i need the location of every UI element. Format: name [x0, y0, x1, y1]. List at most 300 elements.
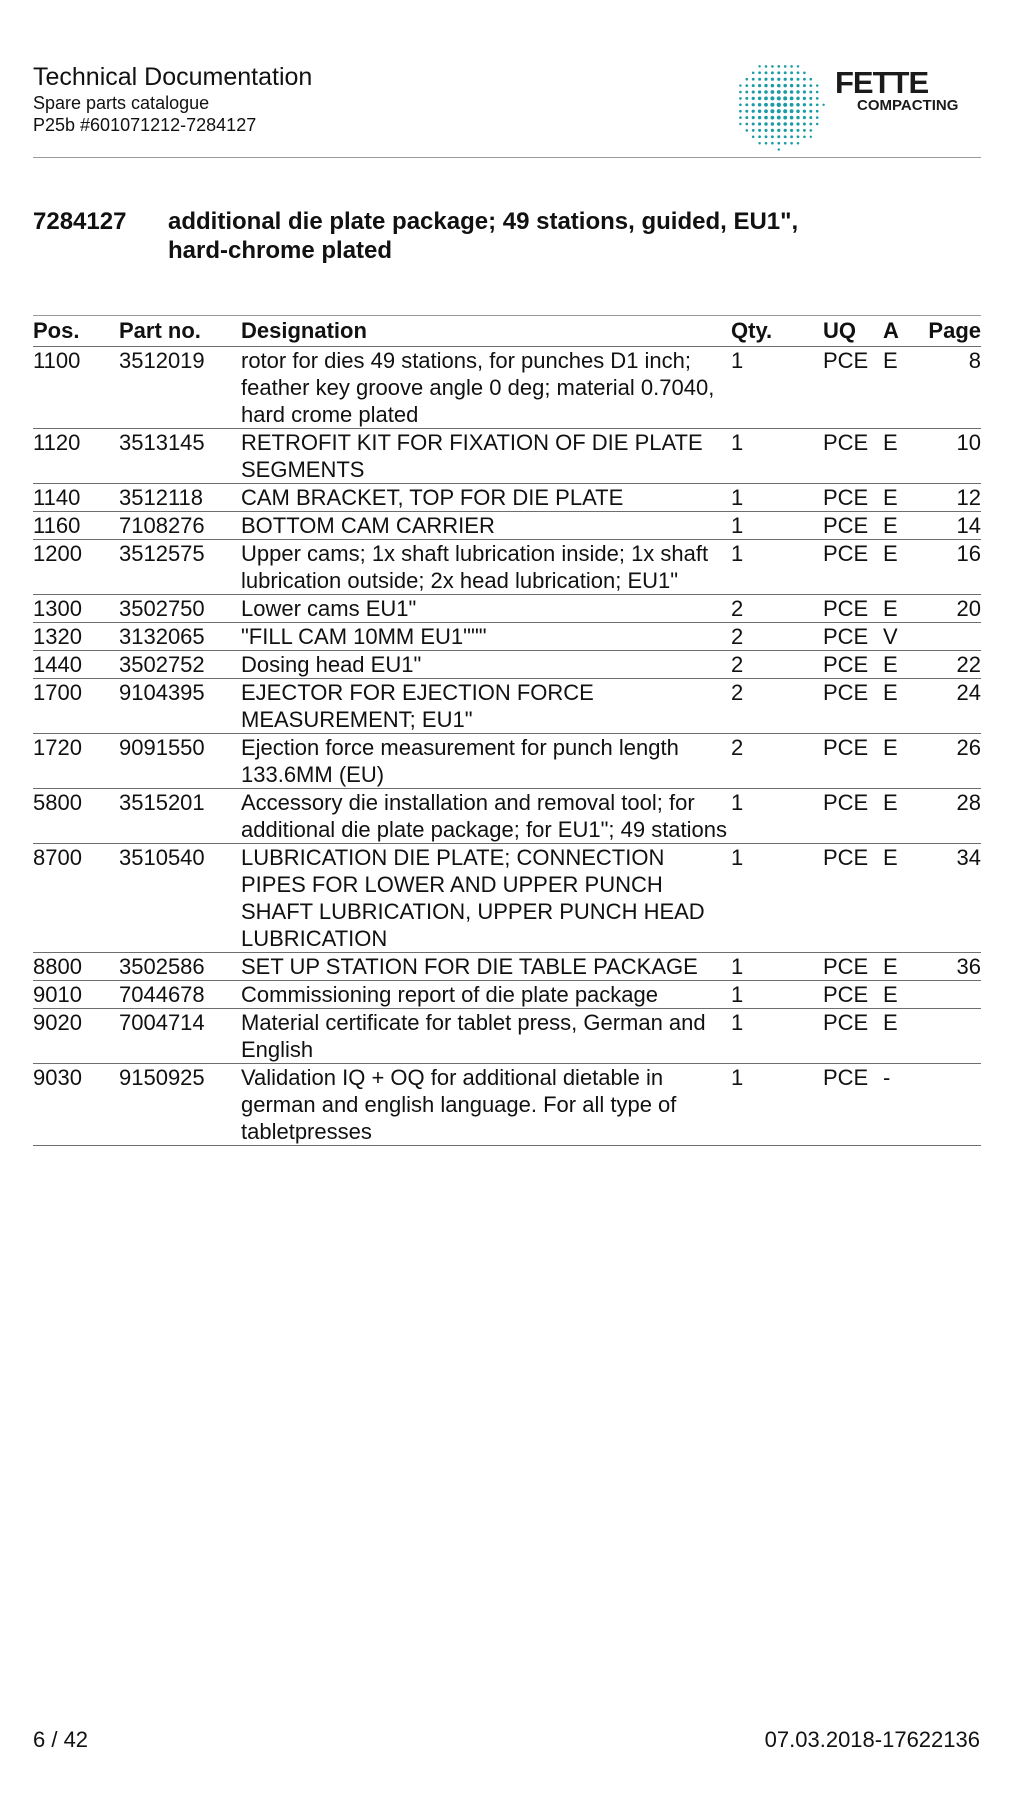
logo-dot [752, 78, 755, 81]
logo-dot [783, 122, 787, 126]
logo-dot [797, 65, 799, 67]
table-row [33, 651, 981, 679]
logo-dot [790, 78, 793, 81]
logo-dot [771, 135, 774, 138]
cell-designation: Dosing head EU1" [241, 651, 731, 679]
logo-dot [758, 90, 761, 93]
cell-qty: 1 [731, 347, 823, 429]
logo-dot [784, 135, 787, 138]
cell-a: E [883, 429, 921, 484]
logo-dot [764, 109, 768, 113]
cell-designation: RETROFIT KIT FOR FIXATION OF DIE PLATE SEGMENTS [241, 429, 731, 484]
logo-dot [790, 90, 794, 94]
logo-dot [739, 84, 741, 86]
logo-dot [809, 91, 812, 94]
cell-pos: 1720 [33, 734, 119, 789]
cell-part-no: 3512118 [119, 484, 241, 512]
logo-dot [803, 123, 806, 126]
cell-uq: PCE [823, 651, 883, 679]
cell-page: 24 [921, 679, 981, 734]
logo-dot [784, 129, 787, 132]
logo-dot [777, 90, 781, 94]
col-header-uq: UQ [823, 316, 883, 347]
cell-qty: 1 [731, 953, 823, 981]
logo-dot [810, 78, 813, 81]
logo-dot [816, 123, 819, 126]
logo-dot [739, 91, 742, 94]
cell-designation: Lower cams EU1" [241, 595, 731, 623]
logo-dot [771, 122, 775, 126]
logo-dot [797, 142, 800, 145]
cell-designation: Commissioning report of die plate package [241, 981, 731, 1009]
dotted-globe-icon [731, 57, 827, 153]
logo-dot [783, 109, 787, 113]
cell-uq: PCE [823, 347, 883, 429]
cell-qty: 2 [731, 595, 823, 623]
table-row [33, 953, 981, 981]
logo-dot [758, 78, 761, 81]
logo-dot [783, 90, 787, 94]
logo-dot [797, 135, 800, 138]
cell-qty: 2 [731, 623, 823, 651]
table-header-row [33, 316, 981, 347]
logo-dot [771, 142, 774, 145]
logo-dot [803, 116, 806, 119]
logo-dot [739, 116, 742, 119]
cell-pos: 9030 [33, 1064, 119, 1146]
logo-dot [764, 129, 767, 132]
cell-designation: EJECTOR FOR EJECTION FORCE MEASUREMENT; EU1" [241, 679, 731, 734]
cell-pos: 1200 [33, 540, 119, 595]
logo-dot [777, 142, 780, 145]
logo-dot [758, 122, 761, 125]
cell-qty: 2 [731, 734, 823, 789]
logo-dot [758, 65, 760, 67]
cell-uq: PCE [823, 844, 883, 953]
cell-qty: 1 [731, 484, 823, 512]
col-header-qty: Qty. [731, 316, 823, 347]
cell-page: 16 [921, 540, 981, 595]
logo-dot [797, 78, 800, 81]
logo-dot [771, 116, 775, 120]
cell-part-no: 7044678 [119, 981, 241, 1009]
logo-dot [796, 90, 799, 93]
cell-designation: Accessory die installation and removal tool; for additional die plate package; for EU1"; 49 stations [241, 789, 731, 844]
cell-part-no: 9104395 [119, 679, 241, 734]
logo-dot [746, 129, 749, 132]
header-reference: P25b #601071212-7284127 [33, 115, 257, 135]
cell-part-no: 3515201 [119, 789, 241, 844]
cell-pos: 8700 [33, 844, 119, 953]
logo-dot [784, 142, 787, 145]
col-header-part-no: Part no. [119, 316, 241, 347]
cell-part-no: 9150925 [119, 1064, 241, 1146]
logo-dot [809, 97, 812, 100]
cell-qty: 1 [731, 981, 823, 1009]
logo-dot [790, 97, 794, 101]
logo-dot [803, 136, 806, 139]
cell-a: E [883, 789, 921, 844]
table-row [33, 429, 981, 484]
cell-part-no: 9091550 [119, 734, 241, 789]
logo-dot [745, 84, 748, 87]
col-header-pos: Pos. [33, 316, 119, 347]
cell-a: E [883, 347, 921, 429]
logo-dot [770, 96, 774, 100]
cell-pos: 1440 [33, 651, 119, 679]
table-row [33, 844, 981, 953]
cell-page: 22 [921, 651, 981, 679]
cell-pos: 9010 [33, 981, 119, 1009]
table-row [33, 789, 981, 844]
logo-dot [783, 96, 787, 100]
logo-dot [745, 103, 748, 106]
cell-part-no: 3513145 [119, 429, 241, 484]
cell-part-no: 3510540 [119, 844, 241, 953]
logo-dot [777, 71, 780, 74]
logo-dot [758, 135, 761, 138]
table-row [33, 1009, 981, 1064]
logo-dot [803, 90, 806, 93]
cell-qty: 1 [731, 1009, 823, 1064]
logo-dot [758, 84, 761, 87]
logo-dot [777, 129, 780, 132]
logo-dot [796, 103, 800, 107]
logo-dot [778, 148, 780, 150]
logo-dot [783, 103, 787, 107]
cell-uq: PCE [823, 981, 883, 1009]
logo-dot [758, 142, 760, 144]
cell-page: 14 [921, 512, 981, 540]
logo-dot [758, 103, 762, 107]
logo-dot [796, 84, 799, 87]
logo-dot [771, 90, 775, 94]
document-title-line1: additional die plate package; 49 stations, guided, EU1", [168, 208, 799, 235]
cell-designation: Upper cams; 1x shaft lubrication inside; 1x shaft lubrication outside; 2x head lubrication; EU1" [241, 540, 731, 595]
cell-pos: 5800 [33, 789, 119, 844]
cell-a: E [883, 651, 921, 679]
logo-dot [777, 78, 780, 81]
logo-dot [752, 72, 755, 75]
logo-dot [796, 116, 799, 119]
logo-dot [796, 97, 800, 101]
logo-dot [803, 84, 806, 87]
logo-dot [752, 129, 755, 132]
cell-page [921, 1064, 981, 1146]
logo-dot [816, 91, 819, 94]
logo-dot [790, 103, 794, 107]
logo-dot [783, 116, 787, 120]
logo-dot [752, 84, 755, 87]
cell-designation: Material certificate for tablet press, German and English [241, 1009, 731, 1064]
logo-dot [752, 97, 755, 100]
cell-designation: rotor for dies 49 stations, for punches D1 inch; feather key groove angle 0 deg; material 0.7040, hard crome plated [241, 347, 731, 429]
cell-page: 36 [921, 953, 981, 981]
logo-dot [803, 103, 806, 106]
logo-dot [803, 129, 806, 132]
table-row [33, 1064, 981, 1146]
table-row [33, 734, 981, 789]
cell-page: 34 [921, 844, 981, 953]
table-row [33, 347, 981, 429]
logo-dot [816, 97, 819, 100]
logo-dot [809, 103, 812, 106]
cell-page: 28 [921, 789, 981, 844]
logo-dot [803, 78, 806, 81]
logo-dot [816, 116, 819, 119]
logo-dot [739, 97, 742, 100]
logo-dot [764, 122, 767, 125]
cell-a: E [883, 540, 921, 595]
cell-pos: 1320 [33, 623, 119, 651]
logo-dot [745, 110, 748, 113]
logo-dot [752, 103, 755, 106]
logo-dot [809, 110, 812, 113]
cell-designation: "FILL CAM 10MM EU1""" [241, 623, 731, 651]
logo-dot [764, 78, 767, 81]
cell-page: 12 [921, 484, 981, 512]
logo-dot [770, 103, 774, 107]
cell-designation: LUBRICATION DIE PLATE; CONNECTION PIPES FOR LOWER AND UPPER PUNCH SHAFT LUBRICATION, UPPER PUNCH HEAD LUBRICATION [241, 844, 731, 953]
cell-page: 8 [921, 347, 981, 429]
logo-dot [765, 71, 768, 74]
logo-dot [797, 71, 800, 74]
logo-dot [764, 90, 768, 94]
cell-designation: CAM BRACKET, TOP FOR DIE PLATE [241, 484, 731, 512]
table-row [33, 484, 981, 512]
cell-part-no: 3502586 [119, 953, 241, 981]
cell-qty: 1 [731, 512, 823, 540]
logo-dot [796, 109, 800, 113]
cell-a: - [883, 1064, 921, 1146]
cell-page: 20 [921, 595, 981, 623]
parts-table [33, 315, 981, 1146]
logo-dot [790, 84, 793, 87]
cell-qty: 2 [731, 679, 823, 734]
logo-dot [777, 122, 781, 126]
logo-dot [745, 91, 748, 94]
logo-dot [790, 116, 794, 120]
cell-a: E [883, 981, 921, 1009]
cell-page: 10 [921, 429, 981, 484]
cell-qty: 2 [731, 651, 823, 679]
logo-dot [745, 97, 748, 100]
cell-page [921, 623, 981, 651]
logo-dot [796, 122, 799, 125]
cell-uq: PCE [823, 1009, 883, 1064]
logo-dot [764, 97, 768, 101]
logo-dot [797, 129, 800, 132]
cell-uq: PCE [823, 953, 883, 981]
logo-dot [752, 136, 755, 139]
logo-dot [790, 135, 793, 138]
logo-dot [809, 116, 812, 119]
header-subtitle: Spare parts catalogue [33, 93, 210, 113]
cell-a: E [883, 679, 921, 734]
logo-dot [803, 110, 806, 113]
logo-dot [752, 90, 755, 93]
cell-uq: PCE [823, 734, 883, 789]
logo-dot [777, 65, 780, 68]
logo-dot [790, 122, 793, 125]
cell-uq: PCE [823, 540, 883, 595]
cell-pos: 1300 [33, 595, 119, 623]
cell-uq: PCE [823, 429, 883, 484]
cell-a: E [883, 953, 921, 981]
cell-a: E [883, 1009, 921, 1064]
logo-dot [784, 71, 787, 74]
cell-part-no: 7108276 [119, 512, 241, 540]
table-row [33, 981, 981, 1009]
parts-table-body [33, 347, 981, 1146]
logo-dot [771, 78, 774, 81]
logo-dot [816, 110, 819, 113]
header-title: Technical Documentation [33, 63, 313, 91]
cell-page: 26 [921, 734, 981, 789]
cell-part-no: 3512019 [119, 347, 241, 429]
logo-dot [771, 71, 774, 74]
cell-uq: PCE [823, 623, 883, 651]
logo-dot [765, 65, 768, 68]
cell-qty: 1 [731, 844, 823, 953]
cell-uq: PCE [823, 484, 883, 512]
logo-dot [777, 135, 780, 138]
logo-dot [745, 116, 748, 119]
logo-dot [816, 103, 819, 106]
cell-part-no: 7004714 [119, 1009, 241, 1064]
logo-dot [810, 136, 812, 138]
col-header-designation: Designation [241, 316, 731, 347]
logo-dot [764, 84, 767, 87]
cell-pos: 1160 [33, 512, 119, 540]
cell-part-no: 3502752 [119, 651, 241, 679]
cell-pos: 1100 [33, 347, 119, 429]
logo-dot [777, 84, 781, 88]
page-header [33, 62, 981, 158]
cell-uq: PCE [823, 789, 883, 844]
cell-uq: PCE [823, 595, 883, 623]
cell-pos: 1140 [33, 484, 119, 512]
logo-dot [764, 116, 768, 120]
logo-dot [809, 123, 812, 126]
date-code: 07.03.2018-17622136 [764, 1727, 980, 1752]
document-number: 7284127 [33, 208, 127, 235]
cell-qty: 1 [731, 540, 823, 595]
logo-dot [752, 123, 755, 126]
cell-pos: 9020 [33, 1009, 119, 1064]
logo-dot [816, 84, 818, 86]
logo-dot [765, 142, 768, 145]
logo-dot [739, 123, 741, 125]
page-indicator: 6 / 42 [33, 1727, 89, 1752]
cell-pos: 1700 [33, 679, 119, 734]
logo-dot [745, 123, 748, 126]
logo-dot [784, 65, 787, 68]
cell-designation: Validation IQ + OQ for additional dietable in german and english language. For all type of tabletpresses [241, 1064, 731, 1146]
logo-dot [765, 135, 768, 138]
cell-a: E [883, 734, 921, 789]
logo-dot [790, 71, 793, 74]
logo-dot [758, 109, 761, 112]
cell-a: E [883, 595, 921, 623]
logo-dot [790, 142, 793, 145]
logo-dot [771, 84, 774, 87]
logo-dot [783, 84, 786, 87]
logo-dot [758, 116, 761, 119]
cell-designation: BOTTOM CAM CARRIER [241, 512, 731, 540]
cell-uq: PCE [823, 1064, 883, 1146]
logo-dot [771, 65, 774, 68]
cell-a: E [883, 484, 921, 512]
logo-dot [752, 116, 755, 119]
logo-dot [758, 97, 761, 100]
logo-dot [739, 110, 742, 113]
cell-page [921, 1009, 981, 1064]
logo-dot [770, 109, 774, 113]
table-row [33, 623, 981, 651]
logo-dot [777, 96, 781, 100]
cell-uq: PCE [823, 679, 883, 734]
logo-text-fette: FETTE [835, 65, 929, 100]
document-title-line2: hard-chrome plated [168, 237, 393, 264]
logo-dot [758, 71, 761, 74]
logo-dot [790, 109, 794, 113]
logo-dot [777, 116, 781, 120]
cell-part-no: 3132065 [119, 623, 241, 651]
logo-dot [777, 103, 781, 107]
logo-dot [746, 78, 749, 81]
logo-dot [764, 103, 768, 107]
cell-part-no: 3502750 [119, 595, 241, 623]
table-row [33, 512, 981, 540]
document-title-text [168, 207, 928, 265]
col-header-a: A [883, 316, 921, 347]
logo-dot [771, 129, 774, 132]
cell-designation: SET UP STATION FOR DIE TABLE PACKAGE [241, 953, 731, 981]
cell-uq: PCE [823, 512, 883, 540]
logo-dot [752, 110, 755, 113]
logo-dot [803, 97, 806, 100]
table-row [33, 679, 981, 734]
cell-page [921, 981, 981, 1009]
logo-dot [739, 103, 742, 106]
cell-pos: 1120 [33, 429, 119, 484]
logo-dot [784, 78, 787, 81]
cell-part-no: 3512575 [119, 540, 241, 595]
cell-pos: 8800 [33, 953, 119, 981]
table-row [33, 540, 981, 595]
logo-dot [790, 65, 793, 68]
logo-dot [758, 129, 761, 132]
cell-a: E [883, 512, 921, 540]
logo-dot [790, 129, 793, 132]
logo-text-compacting: COMPACTING [857, 97, 959, 114]
cell-a: E [883, 844, 921, 953]
cell-designation: Ejection force measurement for punch length 133.6MM (EU) [241, 734, 731, 789]
cell-qty: 1 [731, 429, 823, 484]
cell-qty: 1 [731, 789, 823, 844]
cell-a: V [883, 623, 921, 651]
fette-compacting-logo [731, 57, 981, 149]
logo-dot [809, 84, 812, 87]
cell-qty: 1 [731, 1064, 823, 1146]
logo-dot [822, 104, 824, 106]
logo-dot [803, 72, 806, 75]
logo-dot [777, 109, 781, 113]
col-header-page: Page [921, 316, 981, 347]
logo-dot [810, 129, 813, 132]
table-row [33, 595, 981, 623]
